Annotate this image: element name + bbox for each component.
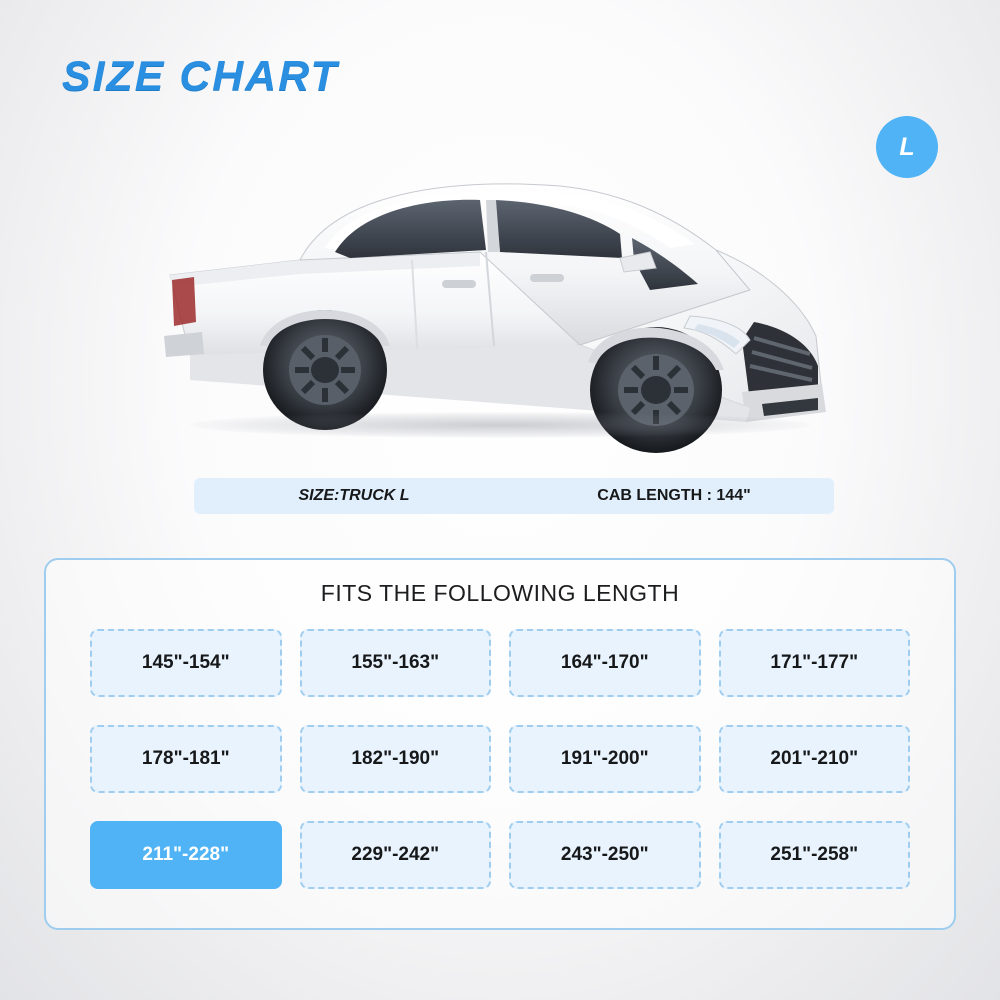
length-range-cell[interactable]: 251"-258" [719,821,911,889]
size-badge-label: L [899,132,915,161]
page-title: SIZE CHART [62,52,339,99]
length-range-cell[interactable]: 243"-250" [509,821,701,889]
length-range-cell[interactable]: 155"-163" [300,629,492,697]
truck-shadow [190,412,810,438]
length-range-cell[interactable]: 164"-170" [509,629,701,697]
length-range-cell[interactable]: 178"-181" [90,725,282,793]
truck-illustration [150,140,850,460]
length-range-cell[interactable]: 229"-242" [300,821,492,889]
length-range-cell[interactable]: 182"-190" [300,725,492,793]
cab-length-label: CAB LENGTH : 144" [597,487,751,504]
fits-panel [44,558,956,930]
size-label: SIZE:TRUCK L [298,487,410,504]
length-range-cell[interactable]: 201"-210" [719,725,911,793]
size-badge [876,116,938,178]
length-range-cell[interactable]: 145"-154" [90,629,282,697]
length-range-cell-selected[interactable]: 211"-228" [90,821,282,889]
length-range-cell[interactable]: 191"-200" [509,725,701,793]
length-range-grid [90,629,910,889]
length-range-cell[interactable]: 171"-177" [719,629,911,697]
fits-title: FITS THE FOLLOWING LENGTH [320,580,680,606]
size-strip [194,478,834,514]
